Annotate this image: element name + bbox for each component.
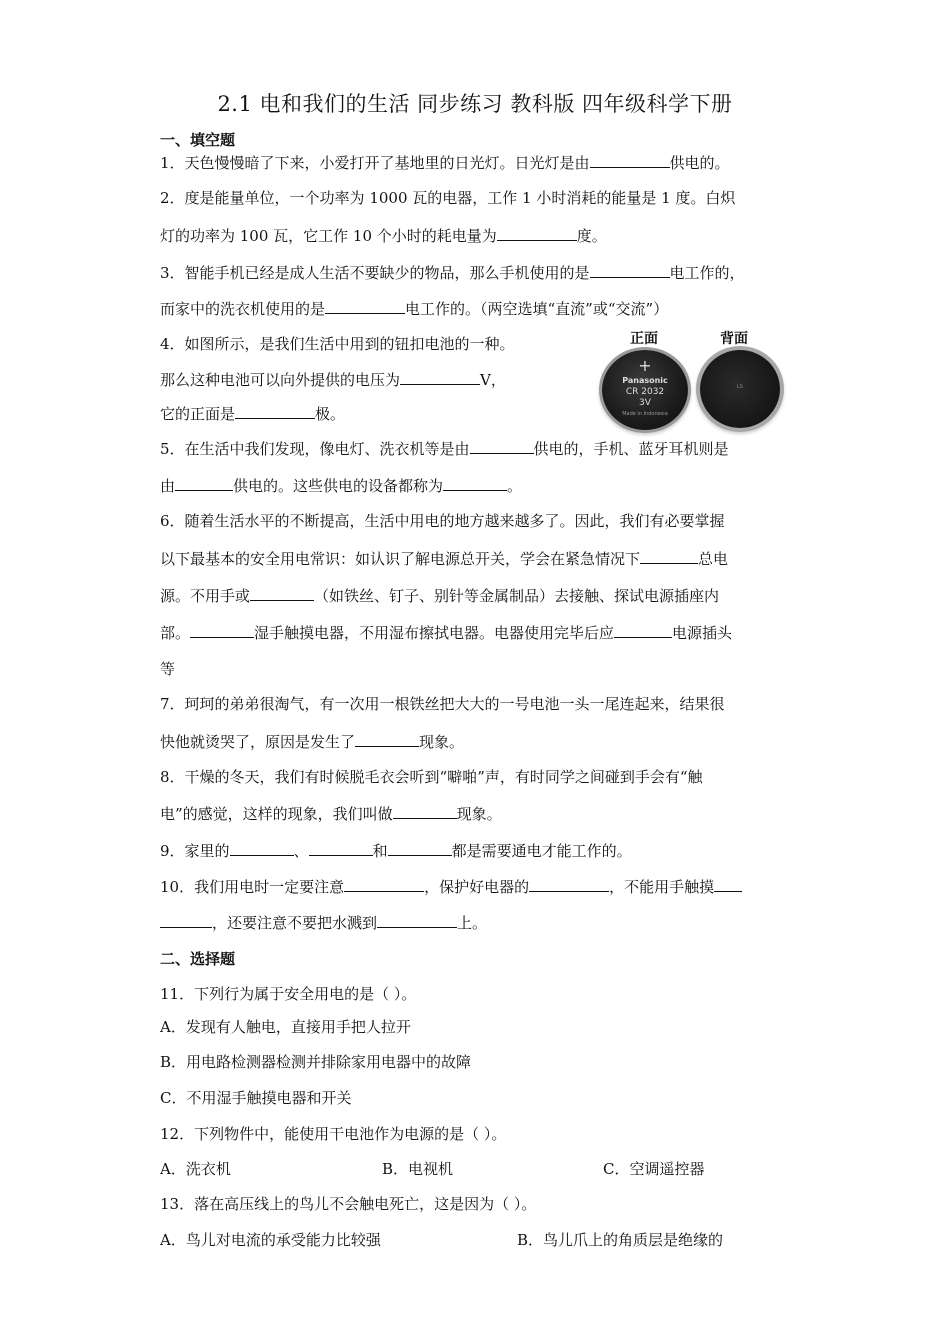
question-4-line-1: 4．如图所示，是我们生活中用到的钮扣电池的一种。 — [160, 335, 515, 353]
question-8-line-2 — [160, 803, 502, 824]
section-heading-fill-in: 一、填空题 — [160, 131, 236, 149]
question-7-line-2 — [160, 731, 464, 752]
q10-text: ，还要注意不要把水溅到 — [212, 914, 378, 932]
answer-blank[interactable] — [250, 585, 314, 601]
q13-option-a[interactable]: A．鸟儿对电流的承受能力比较强 — [160, 1231, 381, 1249]
plus-icon: + — [638, 356, 652, 375]
answer-blank[interactable] — [325, 298, 405, 314]
answer-blank[interactable] — [590, 262, 670, 278]
question-8-line-1: 8．干燥的冬天，我们有时候脱毛衣会听到“噼啪”声，有时同学之间碰到手会有“触 — [160, 768, 703, 786]
q4-text: 那么这种电池可以向外提供的电压为 — [160, 371, 401, 389]
q10-text: ，保护好电器的 — [424, 878, 530, 896]
q12-option-a[interactable]: A．洗衣机 — [160, 1160, 231, 1178]
page-title: 2.1 电和我们的生活 同步练习 教科版 四年级科学下册 — [217, 92, 733, 116]
question-6-line-3 — [160, 585, 719, 606]
section-heading-multiple-choice: 二、选择题 — [160, 950, 236, 968]
q9-text: 9．家里的 — [160, 842, 230, 860]
answer-blank[interactable] — [190, 622, 254, 638]
q5-text: 供电的，手机、蓝牙耳机则是 — [533, 440, 729, 458]
answer-blank[interactable] — [175, 475, 233, 491]
answer-blank[interactable] — [388, 840, 452, 856]
question-10-line-1 — [160, 876, 742, 897]
q6-text: 湿手触摸电器，不用湿布擦拭电器。电器使用完毕后应 — [254, 624, 615, 642]
answer-blank[interactable] — [529, 876, 609, 892]
question-6-line-1: 6．随着生活水平的不断提高，生活中用电的地方越来越多了。因此，我们有必要掌握 — [160, 512, 725, 530]
question-6-line-2 — [160, 548, 728, 569]
q2-text: 度。 — [576, 227, 607, 245]
battery-voltage: 3V — [639, 398, 651, 408]
q6-text: （如铁丝、钉子、别针等金属制品）去接触、探试电源插座内 — [314, 587, 720, 605]
back-label: 背面 — [720, 331, 748, 347]
question-9 — [160, 840, 632, 861]
question-13-stem: 13．落在高压线上的鸟儿不会触电死亡，这是因为（ ）。 — [160, 1195, 537, 1213]
q4-text: 它的正面是 — [160, 405, 236, 423]
q5-text: 。 — [507, 477, 523, 495]
battery-front-image — [602, 350, 688, 430]
q13-option-b[interactable]: B．鸟儿爪上的角质层是绝缘的 — [517, 1231, 724, 1249]
front-label: 正面 — [630, 331, 658, 347]
q6-text: 电源插头 — [672, 624, 733, 642]
answer-blank[interactable] — [714, 876, 742, 892]
q4-text: V， — [480, 371, 506, 389]
answer-blank[interactable] — [355, 731, 419, 747]
question-4-line-2 — [160, 369, 506, 390]
q9-text: 和 — [372, 842, 388, 860]
q5-text: 5．在生活中我们发现，像电灯、洗衣机等是由 — [160, 440, 470, 458]
question-4-line-3 — [160, 403, 345, 424]
question-2-line-2 — [160, 225, 607, 246]
q12-option-c[interactable]: C．空调遥控器 — [603, 1160, 705, 1178]
q9-text: 、 — [293, 842, 309, 860]
q10-text: 10．我们用电时一定要注意 — [160, 878, 345, 896]
q6-text: 部。 — [160, 624, 191, 642]
button-battery-figure — [596, 328, 796, 432]
answer-blank[interactable] — [497, 225, 577, 241]
q3-text: 3．智能手机已经是成人生活不要缺少的物品，那么手机使用的是 — [160, 264, 590, 282]
answer-blank[interactable] — [400, 369, 480, 385]
question-11-stem: 11．下列行为属于安全用电的是（ ）。 — [160, 985, 417, 1003]
q9-text: 都是需要通电才能工作的。 — [451, 842, 632, 860]
q1-text: 1．天色慢慢暗了下来，小爱打开了基地里的日光灯。日光灯是由 — [160, 154, 590, 172]
battery-brand: Panasonic — [622, 376, 668, 385]
answer-blank[interactable] — [590, 152, 670, 168]
q3-text: 电工作的， — [669, 264, 745, 282]
answer-blank[interactable] — [614, 622, 672, 638]
q10-text: 上。 — [457, 914, 488, 932]
battery-back-mark: LS — [737, 384, 743, 390]
q8-text: 现象。 — [456, 805, 502, 823]
battery-back-image — [700, 350, 780, 428]
question-5-line-2 — [160, 475, 522, 496]
answer-blank[interactable] — [470, 438, 534, 454]
q1-text: 供电的。 — [669, 154, 730, 172]
q5-text: 由 — [160, 477, 176, 495]
q5-text: 供电的。这些供电的设备都称为 — [233, 477, 444, 495]
q11-option-b[interactable]: B．用电路检测器检测并排除家用电器中的故障 — [160, 1053, 472, 1071]
q12-option-b[interactable]: B．电视机 — [382, 1160, 454, 1178]
answer-blank[interactable] — [235, 403, 315, 419]
q2-text: 灯的功率为 100 瓦，它工作 10 个小时的耗电量为 — [160, 227, 497, 245]
question-6-line-4 — [160, 622, 732, 643]
q3-text: 电工作的。（两空选填“直流”或“交流”） — [405, 300, 669, 318]
question-3-line-1 — [160, 262, 745, 283]
answer-blank[interactable] — [160, 912, 212, 928]
q11-option-a[interactable]: A．发现有人触电，直接用手把人拉开 — [160, 1018, 411, 1036]
q3-text: 而家中的洗衣机使用的是 — [160, 300, 326, 318]
question-5-line-1 — [160, 438, 729, 459]
answer-blank[interactable] — [230, 840, 294, 856]
question-10-line-2 — [160, 912, 487, 933]
q6-text: 总电 — [698, 550, 729, 568]
question-2-line-1: 2．度是能量单位，一个功率为 1000 瓦的电器，工作 1 小时消耗的能量是 1 度。白炽 — [160, 189, 736, 207]
q10-text: ，不能用手触摸 — [609, 878, 715, 896]
question-12-stem: 12．下列物件中，能使用干电池作为电源的是（ ）。 — [160, 1125, 507, 1143]
battery-origin: Made in Indonesia — [622, 411, 668, 417]
q11-option-c[interactable]: C．不用湿手触摸电器和开关 — [160, 1089, 352, 1107]
q7-text: 现象。 — [419, 733, 465, 751]
answer-blank[interactable] — [377, 912, 457, 928]
answer-blank[interactable] — [344, 876, 424, 892]
q8-text: 电”的感觉，这样的现象，我们叫做 — [160, 805, 393, 823]
question-7-line-1: 7．珂珂的弟弟很淘气，有一次用一根铁丝把大大的一号电池一头一尾连起来，结果很 — [160, 695, 725, 713]
battery-model: CR 2032 — [625, 387, 665, 397]
question-1 — [160, 152, 730, 173]
q4-text: 极。 — [315, 405, 346, 423]
answer-blank[interactable] — [443, 475, 507, 491]
answer-blank[interactable] — [393, 803, 457, 819]
question-6-line-5: 等 — [160, 660, 176, 678]
q7-text: 快他就烫哭了，原因是发生了 — [160, 733, 356, 751]
answer-blank[interactable] — [309, 840, 373, 856]
question-3-line-2 — [160, 298, 668, 319]
answer-blank[interactable] — [640, 548, 698, 564]
q6-text: 源。不用手或 — [160, 587, 251, 605]
q6-text: 以下最基本的安全用电常识：如认识了解电源总开关，学会在紧急情况下 — [160, 550, 641, 568]
